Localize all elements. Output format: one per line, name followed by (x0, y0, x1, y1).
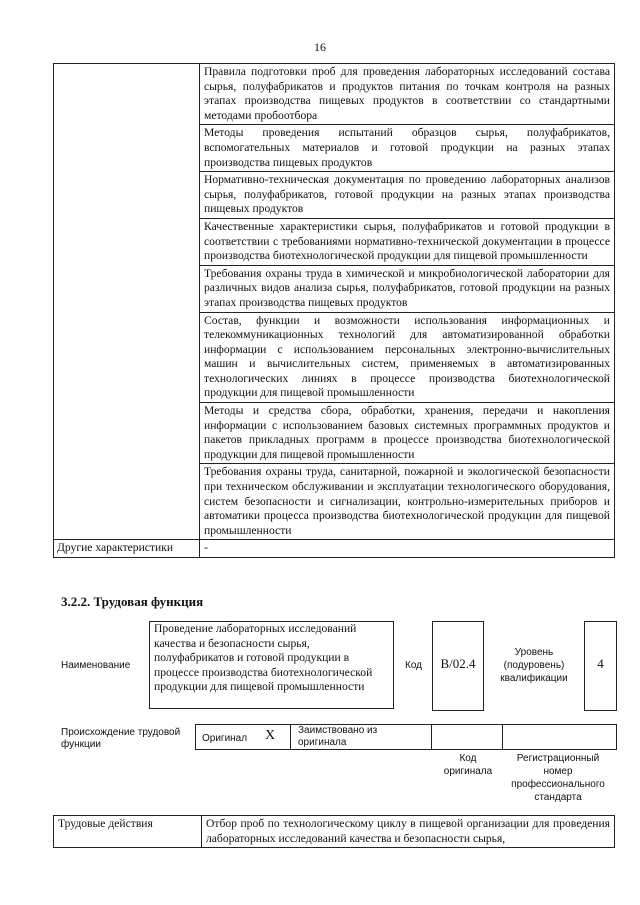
page-number: 16 (314, 40, 326, 54)
knowledge-row: Методы проведения испытаний образцов сырья, полуфабрикатов, вспомогательных материалов и готовой продукции на разных этапах производства пищевых продуктов (200, 125, 615, 172)
section-title: 3.2.2. Трудовая функция (61, 594, 204, 609)
origin-divider-1 (290, 724, 291, 749)
origin-divider-2 (431, 724, 432, 749)
function-name-box: Проведение лабораторных исследований качества и безопасности сырья, полуфабрикатов и готовой продукции в процессе производства биотехнологической продукции для пищевой промышленности (149, 621, 394, 709)
level-value: 4 (584, 621, 617, 711)
actions-table (53, 815, 615, 848)
original-mark: X (265, 728, 276, 743)
other-characteristics-value: - (200, 540, 615, 558)
knowledge-row: Методы и средства сбора, обработки, хранения, передачи и накопления информации с использованием базовых системных программных продуктов и пакетов прикладных программ в процессе производства биотехнологической продукции для пищевой промышленности (200, 403, 615, 464)
knowledge-row: Состав, функции и возможности использования информационных и телекоммуникационных технологий для автоматизированной обработки информации с использованием персональных электронно-вычислительных машин и вычислительных систем, применяемых в автоматизированных технологических линиях в процессе производства биотехнологической продукции для пищевой промышленности (200, 312, 615, 403)
actions-label: Трудовые действия (54, 816, 202, 848)
knowledge-row: Нормативно-техническая документация по проведению лабораторных анализов сырья, полуфабрикатов, готовой продукции на разных этапах производства пищевых продуктов (200, 172, 615, 219)
borrowed-label: Заимствовано из оригинала (298, 725, 378, 748)
code-value: В/02.4 (432, 621, 484, 711)
name-label: Наименование (61, 660, 131, 671)
origin-divider-3 (502, 724, 503, 749)
knowledge-row: Правила подготовки проб для проведения лабораторных исследований состава сырья, полуфабрикатов и продуктов питания по точкам контроля на разных этапах производства пищевых продуктов в соответствии со стандартными методами пробоотбора (200, 64, 615, 125)
original-label: Оригинал (202, 733, 248, 744)
actions-text: Отбор проб по технологическому циклу в пищевой организации для проведения лабораторных исследований качества и безопасности сырья, (202, 816, 615, 848)
code-original-label: Код оригинала (443, 753, 493, 777)
knowledge-row: Требования охраны труда в химической и микробиологической лаборатории для различных видов анализа сырья, полуфабрикатов, готовой продукции на разных этапах производства пищевых продуктов (200, 265, 615, 312)
code-label: Код (405, 660, 423, 671)
other-characteristics-label: Другие характеристики (54, 540, 200, 558)
knowledge-row: Качественные характеристики сырья, полуфабрикатов и готовой продукции в соответствии с требованиями нормативно-технической документации в процессе производства биотехнологической продукции для пищевой промышленности (200, 218, 615, 265)
level-label: Уровень (подуровень) квалификации (500, 647, 568, 684)
origin-label: Происхождение трудовой функции (61, 727, 181, 750)
knowledge-row: Требования охраны труда, санитарной, пожарной и экологической безопасности при техническом обслуживании и эксплуатации технологического оборудования, систем безопасности и сигнализации, контрольно-измерительных приборов и автоматики процесса производства биотехнологической продукции для пищевой промышленности (200, 464, 615, 540)
knowledge-table (53, 63, 615, 558)
knowledge-label-cell (54, 64, 200, 540)
reg-number-label: Регистрационный номер профессионального стандарта (511, 753, 605, 803)
